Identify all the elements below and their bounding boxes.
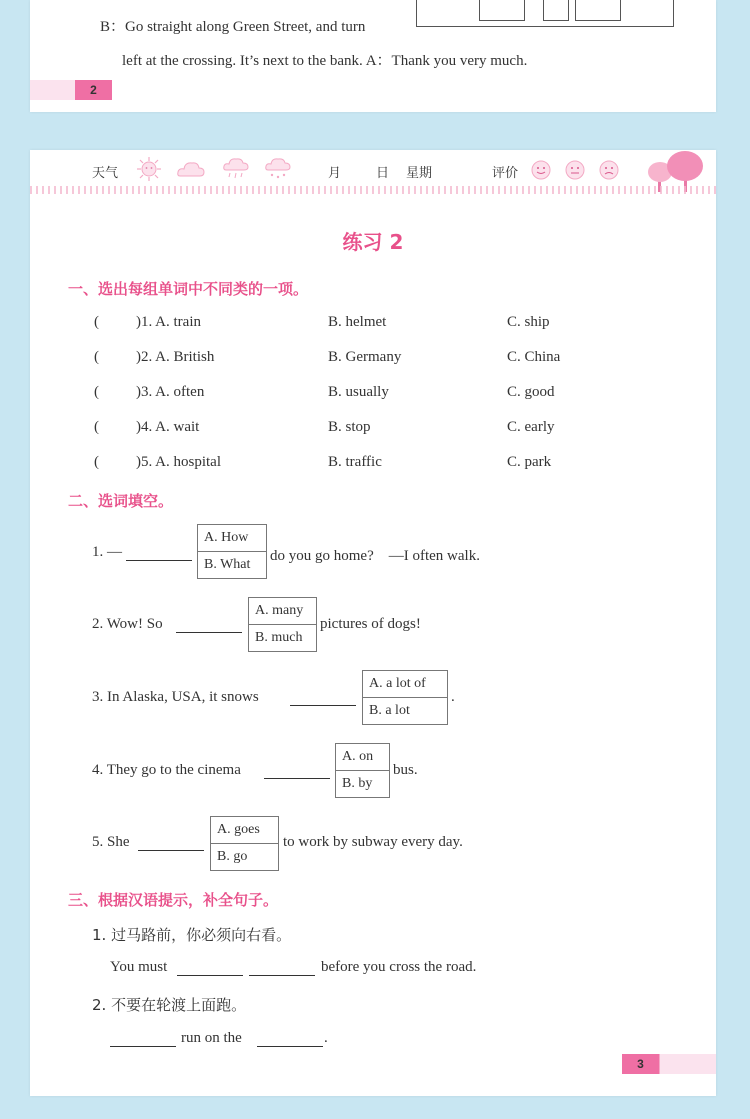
question-stem: 4. They go to the cinema [92,762,241,778]
question-rest: pictures of dogs! [320,616,421,632]
sentence-end: . [324,1030,328,1046]
option-c: C. early [507,419,555,435]
map-building [543,0,569,21]
map-building [479,0,525,21]
rating-label: 评价 [492,166,519,181]
page-number-tab [622,1054,716,1074]
exercise-page [30,150,716,1096]
question-stem: 3. In Alaska, USA, it snows [92,689,259,705]
option-a: )3. A. often [136,384,205,400]
map-sketch [416,0,674,27]
answer-blank[interactable] [138,836,204,851]
page-header [30,150,716,192]
sun-icon [136,156,162,182]
option-b: B. traffic [328,454,382,470]
question-rest: . [451,689,455,705]
option-a: A. many [249,598,316,625]
day-label: 日 [376,166,390,181]
option-box [335,743,390,798]
sentence-middle: run on the [181,1030,242,1046]
option-c: C. park [507,454,552,470]
rain-icon [222,156,250,182]
option-a: A. How [198,525,266,552]
answer-blank[interactable] [126,546,192,561]
smile-face-icon [530,159,552,181]
option-b: B. helmet [328,314,387,330]
page-number: 2 [90,83,97,97]
grass-border [30,186,716,194]
option-box [248,597,317,652]
previous-page [30,0,716,112]
option-b: B. a lot [369,703,410,718]
option-box [197,524,267,579]
answer-paren: ( [94,419,99,435]
section-3-title: 三、根据汉语提示，补全句子。 [68,891,279,909]
option-a: )1. A. train [136,314,201,330]
question-rest: do you go home? —I often walk. [270,548,480,564]
option-b: B. much [255,630,303,645]
section-1-title: 一、选出每组单词中不同类的一项。 [68,280,309,298]
option-b: B. stop [328,419,371,435]
chinese-prompt: 1. 过马路前，你必须向右看。 [92,926,292,944]
cloud-icon [176,156,206,182]
option-a: A. on [336,744,389,771]
answer-paren: ( [94,454,99,470]
sentence-end: before you cross the road. [321,959,477,975]
option-b: B. go [217,849,248,864]
weekday-label: 星期 [406,166,433,181]
option-box [362,670,448,725]
option-c: C. good [507,384,555,400]
sad-face-icon [598,159,620,181]
answer-blank[interactable] [257,1032,323,1047]
option-b: B. What [204,557,251,572]
option-b: B. usually [328,384,389,400]
option-c: C. China [507,349,561,365]
dialogue-line: left at the crossing. It’s next to the bank. A：Thank you very much. [122,53,528,69]
option-b: B. Germany [328,349,402,365]
sentence-start: You must [110,959,168,975]
dialogue-line: B：Go straight along Green Street, and turn [100,19,366,35]
question-stem: 5. She [92,834,130,850]
answer-blank[interactable] [264,764,330,779]
question-rest: bus. [393,762,418,778]
page-number-tab [30,80,112,100]
neutral-face-icon [564,159,586,181]
answer-blank[interactable] [176,618,242,633]
question-stem: 1. — [92,544,122,560]
option-a: )4. A. wait [136,419,200,435]
option-a: A. a lot of [363,671,447,698]
answer-blank[interactable] [290,691,356,706]
section-2-title: 二、选词填空。 [68,492,174,510]
answer-blank[interactable] [249,961,315,976]
map-building [575,0,621,21]
answer-blank[interactable] [177,961,243,976]
page-number: 3 [637,1057,644,1071]
page-title: 练习 2 [342,230,404,254]
answer-paren: ( [94,384,99,400]
snow-icon [264,156,292,182]
option-box [210,816,279,871]
option-a: )2. A. British [136,349,215,365]
option-c: C. ship [507,314,550,330]
answer-blank[interactable] [110,1032,176,1047]
option-a: A. goes [211,817,278,844]
question-rest: to work by subway every day. [283,834,463,850]
question-stem: 2. Wow! So [92,616,163,632]
chinese-prompt: 2. 不要在轮渡上面跑。 [92,996,247,1014]
month-label: 月 [328,166,342,181]
answer-paren: ( [94,314,99,330]
answer-paren: ( [94,349,99,365]
weather-label: 天气 [92,166,119,181]
option-b: B. by [342,776,373,791]
option-a: )5. A. hospital [136,454,221,470]
